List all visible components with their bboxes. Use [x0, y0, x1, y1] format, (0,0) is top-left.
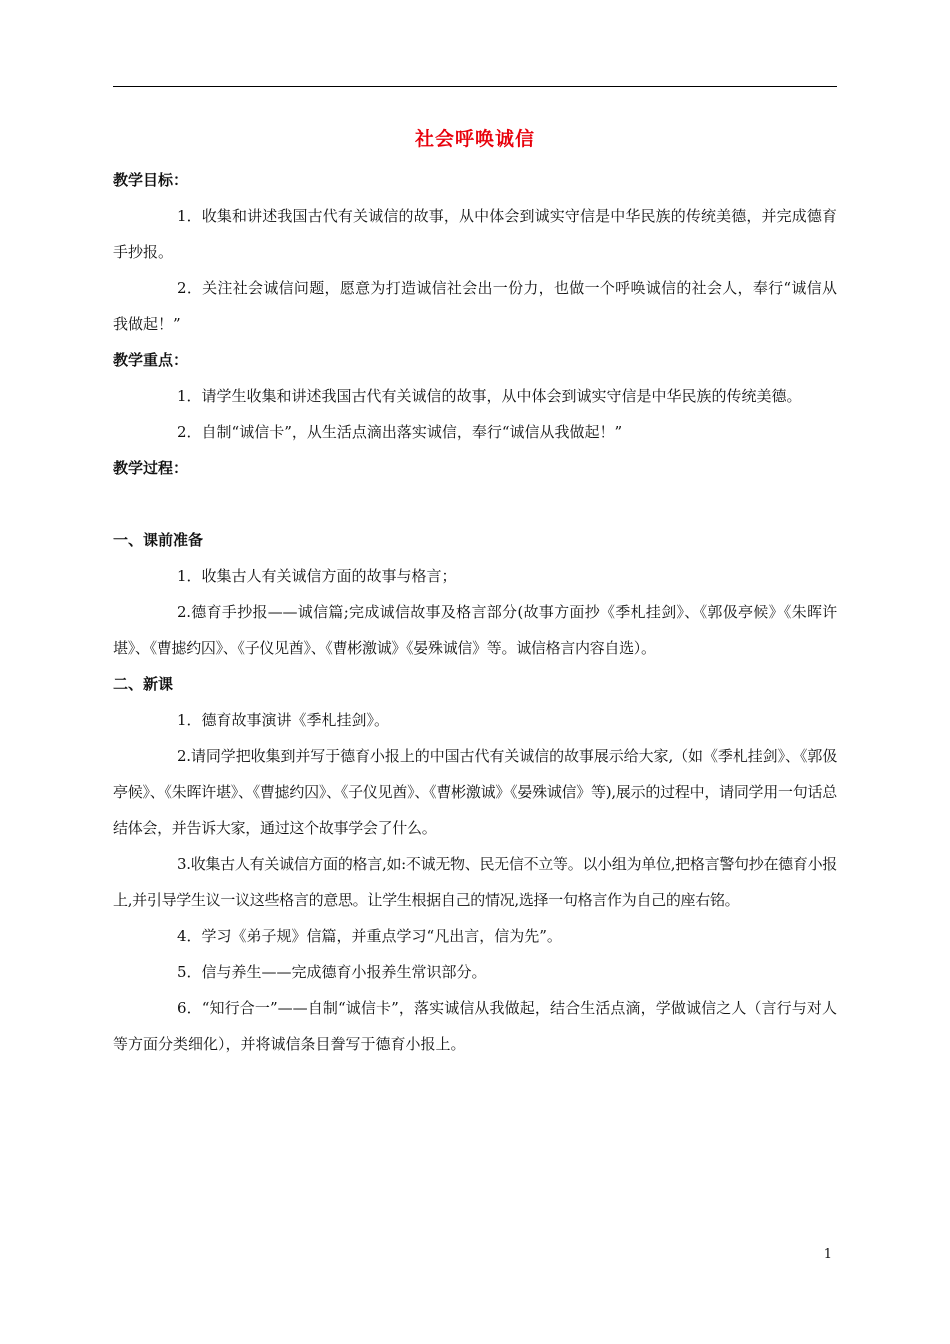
lesson-item: 6．“知行合一”——自制“诚信卡”，落实诚信从我做起，结合生活点滴，学做诚信之人（言行与对人等方面分类细化），并将诚信条目誊写于德育小报上。	[113, 999, 837, 1053]
prep-heading: 一、课前准备	[113, 531, 204, 549]
spacer	[113, 486, 837, 522]
lesson-heading: 二、新课	[113, 675, 174, 693]
lesson-item: 5．信与养生——完成德育小报养生常识部分。	[177, 963, 487, 981]
focus-item: 1．请学生收集和讲述我国古代有关诚信的故事，从中体会到诚实守信是中华民族的传统美德。	[177, 387, 802, 405]
process-heading: 教学过程：	[113, 459, 189, 477]
prep-item: 2.德育手抄报——诚信篇;完成诚信故事及格言部分(故事方面抄《季札挂剑》、《郭伋亭候》《朱晖许堪》、《曹摅约囚》、《子仪见酋》、《曹彬激诚》《晏殊诚信》等。诚信格言内容自选）。	[113, 603, 837, 657]
goal-item: 1．收集和讲述我国古代有关诚信的故事，从中体会到诚实守信是中华民族的传统美德，并完成德育手抄报。	[113, 207, 837, 261]
lesson-item: 1．德育故事演讲《季札挂剑》。	[177, 711, 390, 729]
page-number: 1	[823, 1247, 832, 1262]
focus-item: 2．自制“诚信卡”，从生活点滴出落实诚信，奉行“诚信从我做起！”	[177, 423, 623, 441]
header-rule	[113, 86, 837, 87]
lesson-item: 3.收集古人有关诚信方面的格言,如:不诚无物、民无信不立等。以小组为单位,把格言警句抄在德育小报上,并引导学生议一议这些格言的意思。让学生根据自己的情况,选择一句格言作为自己的座右铭。	[113, 855, 837, 909]
document-title: 社会呼唤诚信	[414, 128, 535, 150]
document-body	[113, 162, 837, 1062]
lesson-item: 4．学习《弟子规》信篇，并重点学习“凡出言，信为先”。	[177, 927, 562, 945]
goals-heading: 教学目标：	[113, 171, 189, 189]
goal-item: 2．关注社会诚信问题，愿意为打造诚信社会出一份力，也做一个呼唤诚信的社会人，奉行“诚信从我做起！”	[113, 279, 837, 333]
prep-item: 1．收集古人有关诚信方面的故事与格言；	[177, 567, 457, 585]
focus-heading: 教学重点：	[113, 351, 189, 369]
lesson-item: 2.请同学把收集到并写于德育小报上的中国古代有关诚信的故事展示给大家,（如《季札挂剑》、《郭伋亭候》、《朱晖许堪》、《曹摅约囚》、《子仪见酋》、《曹彬激诚》《晏殊诚信》等),展示的过程中，请同学用一句话总结体会，并告诉大家，通过这个故事学会了什么。	[113, 747, 837, 837]
